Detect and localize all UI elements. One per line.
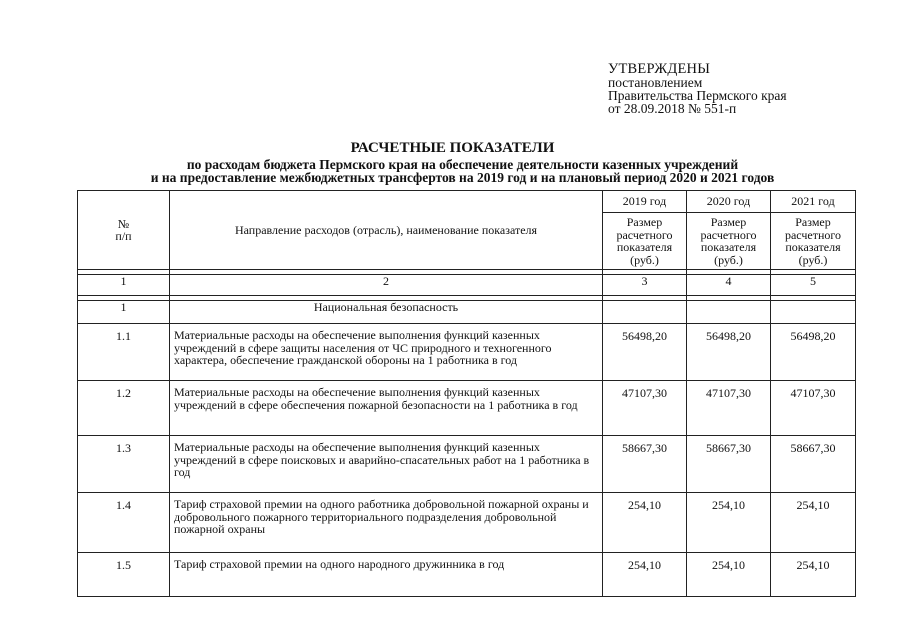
row-description: Тариф страховой премии на одного работника добровольной пожарной охраны и добровольного пожарного территориального подразделения добровольной пожарной охраны — [170, 493, 603, 553]
header-direction: Направление расходов (отрасль), наименование показателя — [170, 191, 603, 270]
header-size-2020: Размер расчетного показателя (руб.) — [687, 213, 771, 270]
value-2019: 56498,20 — [603, 324, 687, 381]
column-number-row — [78, 275, 856, 296]
value-2021: 56498,20 — [771, 324, 856, 381]
value-2020: 58667,30 — [687, 436, 771, 493]
row-number: 1.1 — [78, 324, 170, 381]
document-title: РАСЧЕТНЫЕ ПОКАЗАТЕЛИ — [350, 140, 555, 156]
column-number: 2 — [170, 275, 603, 296]
approval-block — [608, 63, 787, 115]
approval-line: постановлением — [608, 75, 703, 90]
value-2020: 254,10 — [687, 553, 771, 597]
column-number: 3 — [603, 275, 687, 296]
value-2019: 47107,30 — [603, 381, 687, 436]
table-row — [78, 436, 856, 493]
value-2021: 254,10 — [771, 553, 856, 597]
header-year-2019: 2019 год — [603, 191, 687, 213]
approval-heading: УТВЕРЖДЕНЫ — [608, 61, 711, 77]
row-number: 1.2 — [78, 381, 170, 436]
table-row — [78, 493, 856, 553]
value-2019: 58667,30 — [603, 436, 687, 493]
column-number: 1 — [78, 275, 170, 296]
column-number: 5 — [771, 275, 856, 296]
table-row — [78, 553, 856, 597]
row-description: Материальные расходы на обеспечение выполнения функций казенных учреждений в сфере защиты населения от ЧС природного и техногенного характера, обеспечение гражданской обороны на 1 работника в год — [170, 324, 603, 381]
table-header-row — [78, 191, 856, 213]
header-number: № п/п — [78, 191, 170, 270]
header-year-2020: 2020 год — [687, 191, 771, 213]
header-size-2019: Размер расчетного показателя (руб.) — [603, 213, 687, 270]
value-2020: 56498,20 — [687, 324, 771, 381]
value-2021: 58667,30 — [771, 436, 856, 493]
approval-line: Правительства Пермского края — [608, 88, 787, 103]
section-name: Национальная безопасность — [170, 301, 603, 324]
value-2019: 254,10 — [603, 493, 687, 553]
row-description: Материальные расходы на обеспечение выполнения функций казенных учреждений в сфере поисковых и аварийно-спасательных работ на 1 работника в год — [170, 436, 603, 493]
row-number: 1.4 — [78, 493, 170, 553]
value-2021: 47107,30 — [771, 381, 856, 436]
row-number: 1.5 — [78, 553, 170, 597]
value-2019: 254,10 — [603, 553, 687, 597]
value-2021: 254,10 — [771, 493, 856, 553]
table-row — [78, 324, 856, 381]
section-row — [78, 301, 856, 324]
indicators-table — [77, 190, 856, 597]
row-description: Материальные расходы на обеспечение выполнения функций казенных учреждений в сфере обеспечения пожарной безопасности на 1 работника в год — [170, 381, 603, 436]
table-row — [78, 381, 856, 436]
row-description: Тариф страховой премии на одного народного дружинника в год — [170, 553, 603, 597]
column-number: 4 — [687, 275, 771, 296]
row-number: 1.3 — [78, 436, 170, 493]
value-2020: 47107,30 — [687, 381, 771, 436]
section-number: 1 — [78, 301, 170, 324]
document-subtitle: по расходам бюджета Пермского края на обеспечение деятельности казенных учреждений — [186, 157, 739, 172]
value-2020: 254,10 — [687, 493, 771, 553]
header-size-2021: Размер расчетного показателя (руб.) — [771, 213, 856, 270]
document-subtitle: и на предоставление межбюджетных трансфертов на 2019 год и на плановый период 2020 и 2021 годов — [150, 170, 775, 185]
approval-date-line: от 28.09.2018 № 551-п — [608, 101, 737, 116]
header-year-2021: 2021 год — [771, 191, 856, 213]
